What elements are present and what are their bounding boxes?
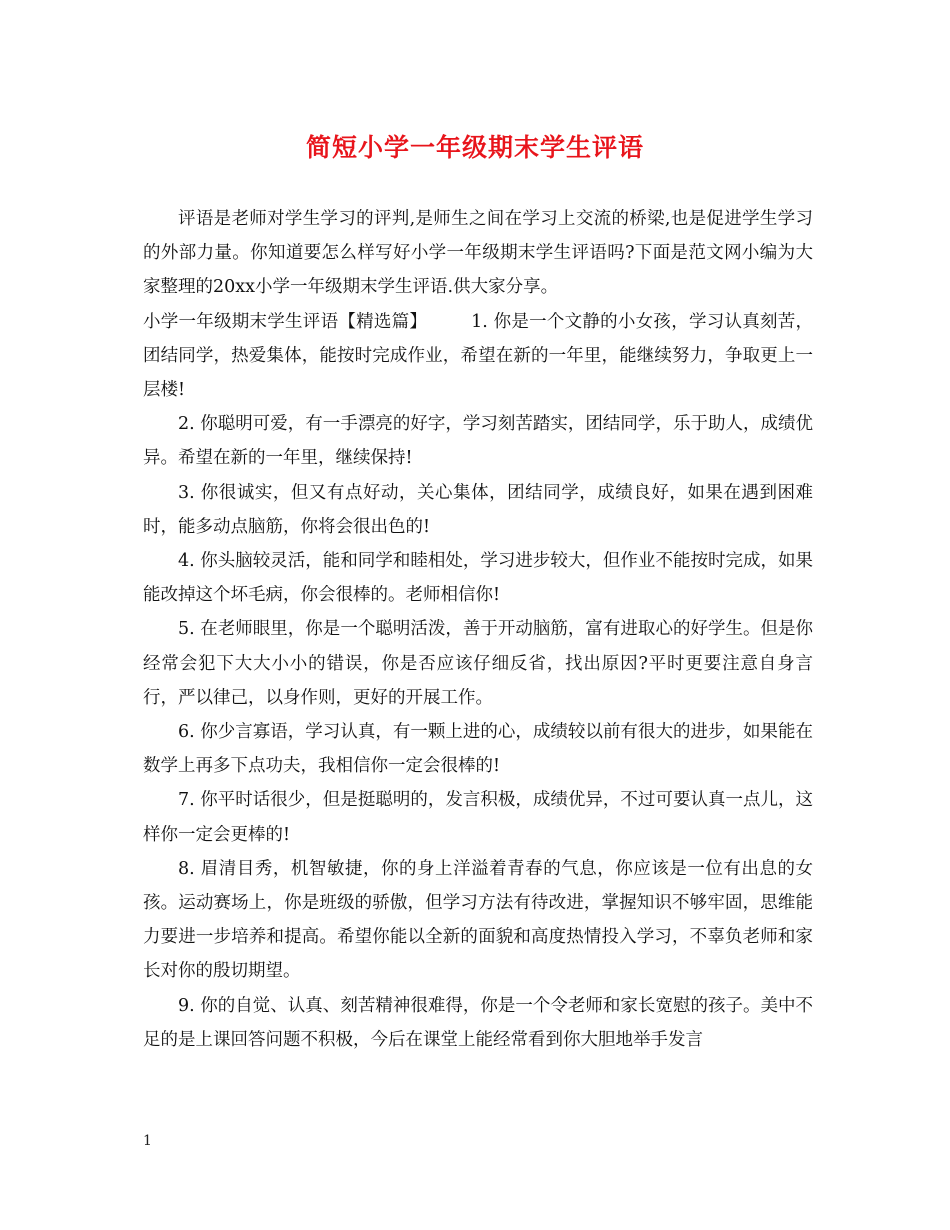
comment-item-5: 5. 在老师眼里，你是一个聪明活泼，善于开动脑筋，富有进取心的好学生。但是你经常会犯下大大小小的错误，你是否应该仔细反省，找出原因?平时更要注意自身言行，严以律己，以身作则，更好的开展工作。 [143,619,813,708]
document-title: 简短小学一年级期末学生评语 [305,133,644,162]
comment-item-8: 8. 眉清目秀，机智敏捷，你的身上洋溢着青春的气息，你应该是一位有出息的女孩。运动赛场上，你是班级的骄傲，但学习方法有待改进，掌握知识不够牢固，思维能力要进一步培养和提高。希望你能以全新的面貌和高度热情投入学习，不辜负老师和家长对你的殷切期望。 [143,858,813,982]
comment-item-7: 7. 你平时话很少，但是挺聪明的，发言积极，成绩优异，不过可要认真一点儿，这样你一定会更棒的! [143,790,813,845]
section-paragraph [143,305,813,408]
comment-item-2: 2. 你聪明可爱，有一手漂亮的好字，学习刻苦踏实，团结同学，乐于助人，成绩优异。希望在新的一年里，继续保持! [143,414,813,469]
section-heading: 小学一年级期末学生评语【精选篇】 [143,311,428,332]
intro-paragraph: 评语是老师对学生学习的评判,是师生之间在学习上交流的桥梁,也是促进学生学习的外部力量。你知道要怎么样写好小学一年级期末学生评语吗?下面是范文网小编为大家整理的20xx小学一年级期末学生评语.供大家分享。 [143,209,813,298]
page-number: 1 [143,1133,152,1149]
comment-item-3: 3. 你很诚实，但又有点好动，关心集体，团结同学，成绩良好，如果在遇到困难时，能多动点脑筋，你将会很出色的! [143,482,813,537]
comment-item-9: 9. 你的自觉、认真、刻苦精神很难得，你是一个令老师和家长宽慰的孩子。美中不足的是上课回答问题不积极，今后在课堂上能经常看到你大胆地举手发言 [143,995,813,1050]
comment-item-4: 4. 你头脑较灵活，能和同学和睦相处，学习进步较大，但作业不能按时完成，如果能改掉这个坏毛病，你会很棒的。老师相信你! [143,551,813,606]
comment-item-6: 6. 你少言寡语，学习认真，有一颗上进的心，成绩较以前有很大的进步，如果能在数学上再多下点功夫，我相信你一定会很棒的! [143,722,813,777]
document-body [143,202,813,1057]
comment-item-1: 1. 你是一个文静的小女孩，学习认真刻苦，团结同学，热爱集体，能按时完成作业，希望在新的一年里，能继续努力，争取更上一层楼! [143,311,813,401]
